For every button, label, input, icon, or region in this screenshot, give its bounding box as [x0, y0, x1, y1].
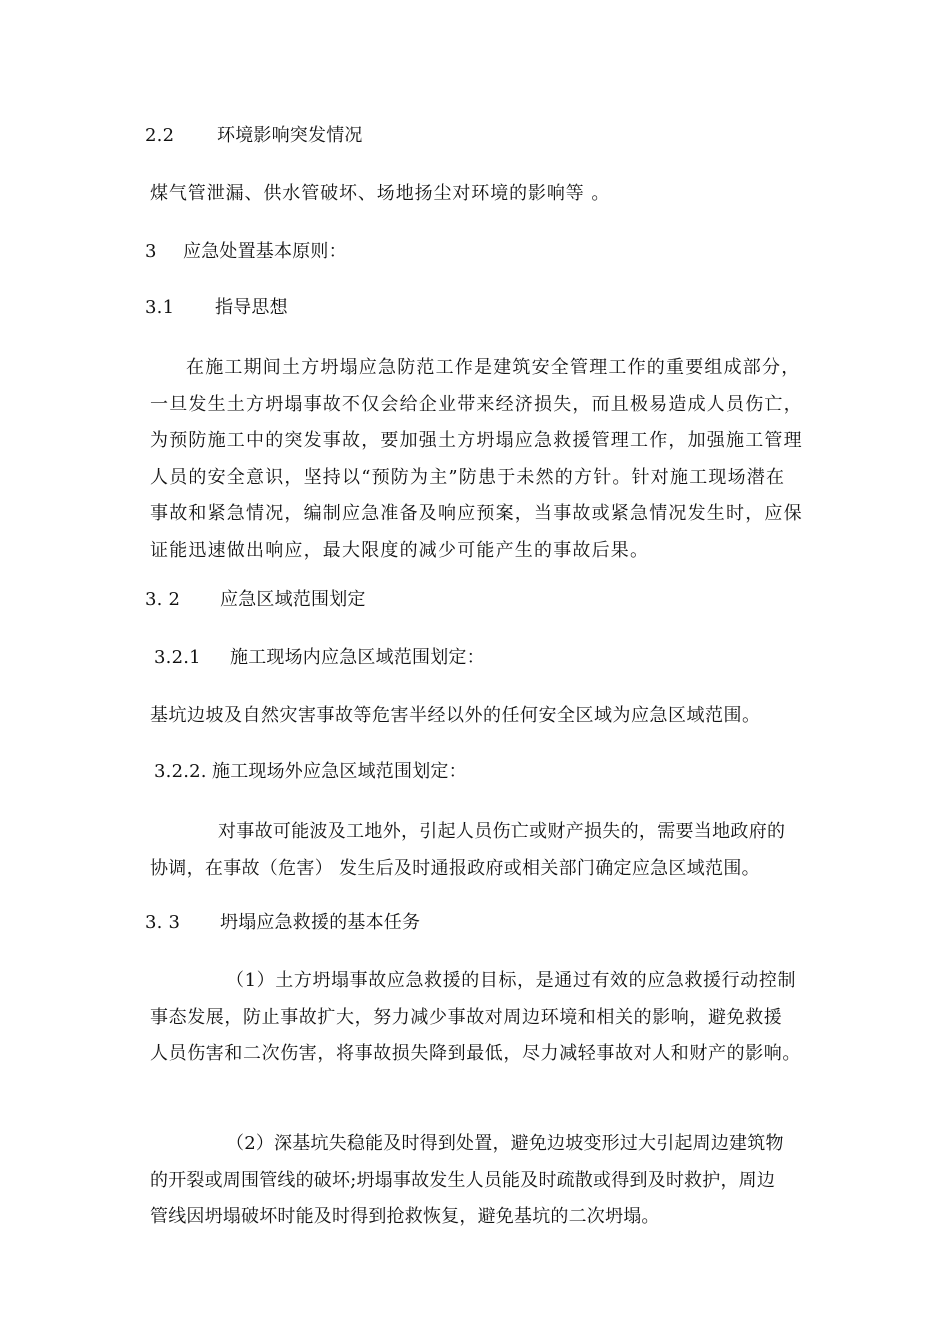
section-heading-3 — [145, 240, 347, 264]
paragraph-line: 人员的安全意识，坚持以“预防为主”防患于未然的方针。针对施工现场潜在 — [150, 466, 786, 488]
paragraph-line: （2）深基坑失稳能及时得到处置，避免边坡变形过大引起周边建筑物 — [226, 1133, 784, 1154]
paragraph-line: 对事故可能波及工地外，引起人员伤亡或财产损失的，需要当地政府的 — [218, 821, 786, 842]
paragraph-environment: 煤气管泄漏、供水管破坏、场地扬尘对环境的影响等 。 — [150, 183, 611, 204]
section-number: 3.1 — [145, 297, 175, 318]
paragraph-line: 人员伤害和二次伤害，将事故损失降到最低，尽力减轻事故对人和财产的影响。 — [150, 1043, 801, 1064]
section-heading-3-2 — [145, 588, 366, 612]
paragraph-line: 一旦发生土方坍塌事故不仅会给企业带来经济损失，而且极易造成人员伤亡， — [150, 393, 803, 415]
paragraph-outside-area — [150, 814, 785, 887]
section-number: 3. 3 — [145, 912, 181, 933]
paragraph-line: 事态发展，防止事故扩大，努力减少事故对周边环境和相关的影响，避免救援 — [150, 1006, 783, 1028]
section-title: 坍塌应急救援的基本任务 — [220, 912, 421, 933]
paragraph-task-2 — [150, 1126, 784, 1236]
paragraph-line: 在施工期间土方坍塌应急防范工作是建筑安全管理工作的重要组成部分， — [186, 357, 801, 378]
paragraph-line: 的开裂或周围管线的破坏;坍塌事故发生人员能及时疏散或得到及时救护，周边 — [150, 1169, 776, 1191]
paragraph-line: 事故和紧急情况，编制应急准备及响应预案，当事故或紧急情况发生时，应保 — [150, 503, 803, 524]
section-number: 3. 2 — [145, 589, 181, 610]
paragraph-line: 管线因坍塌破坏时能及时得到抢救恢复，避免基坑的二次坍塌。 — [150, 1206, 660, 1227]
section-title: 环境影响突发情况 — [217, 125, 363, 146]
paragraph-line: 为预防施工中的突发事故，要加强土方坍塌应急救援管理工作，加强施工管理 — [150, 430, 803, 451]
section-title: 应急区域范围划定 — [220, 589, 366, 610]
paragraph-line: 证能迅速做出响应，最大限度的减少可能产生的事故后果。 — [150, 539, 650, 561]
section-heading-3-2-1 — [154, 646, 485, 670]
section-heading-3-1 — [145, 296, 288, 320]
section-heading-3-3 — [145, 911, 420, 935]
section-heading-2-2 — [145, 124, 363, 148]
section-number: 3.2.2. — [154, 761, 207, 782]
section-number: 2.2 — [145, 125, 175, 146]
section-title: 指导思想 — [215, 297, 288, 318]
paragraph-guiding-thought — [150, 350, 803, 569]
section-title: 施工现场内应急区域范围划定： — [230, 647, 485, 668]
paragraph-task-1 — [150, 963, 801, 1073]
section-number: 3.2.1 — [154, 647, 201, 668]
section-title: 施工现场外应急区域范围划定： — [212, 761, 467, 782]
section-title: 应急处置基本原则： — [183, 241, 347, 262]
paragraph-line: 协调，在事故（危害） 发生后及时通报政府或相关部门确定应急区域范围。 — [150, 857, 760, 879]
paragraph-inside-area: 基坑边坡及自然灾害事故等危害半经以外的任何安全区域为应急区域范围。 — [150, 705, 761, 726]
section-heading-3-2-2 — [154, 760, 467, 784]
section-number: 3 — [145, 241, 157, 262]
paragraph-line: （1）土方坍塌事故应急救援的目标，是通过有效的应急救援行动控制 — [226, 970, 797, 991]
